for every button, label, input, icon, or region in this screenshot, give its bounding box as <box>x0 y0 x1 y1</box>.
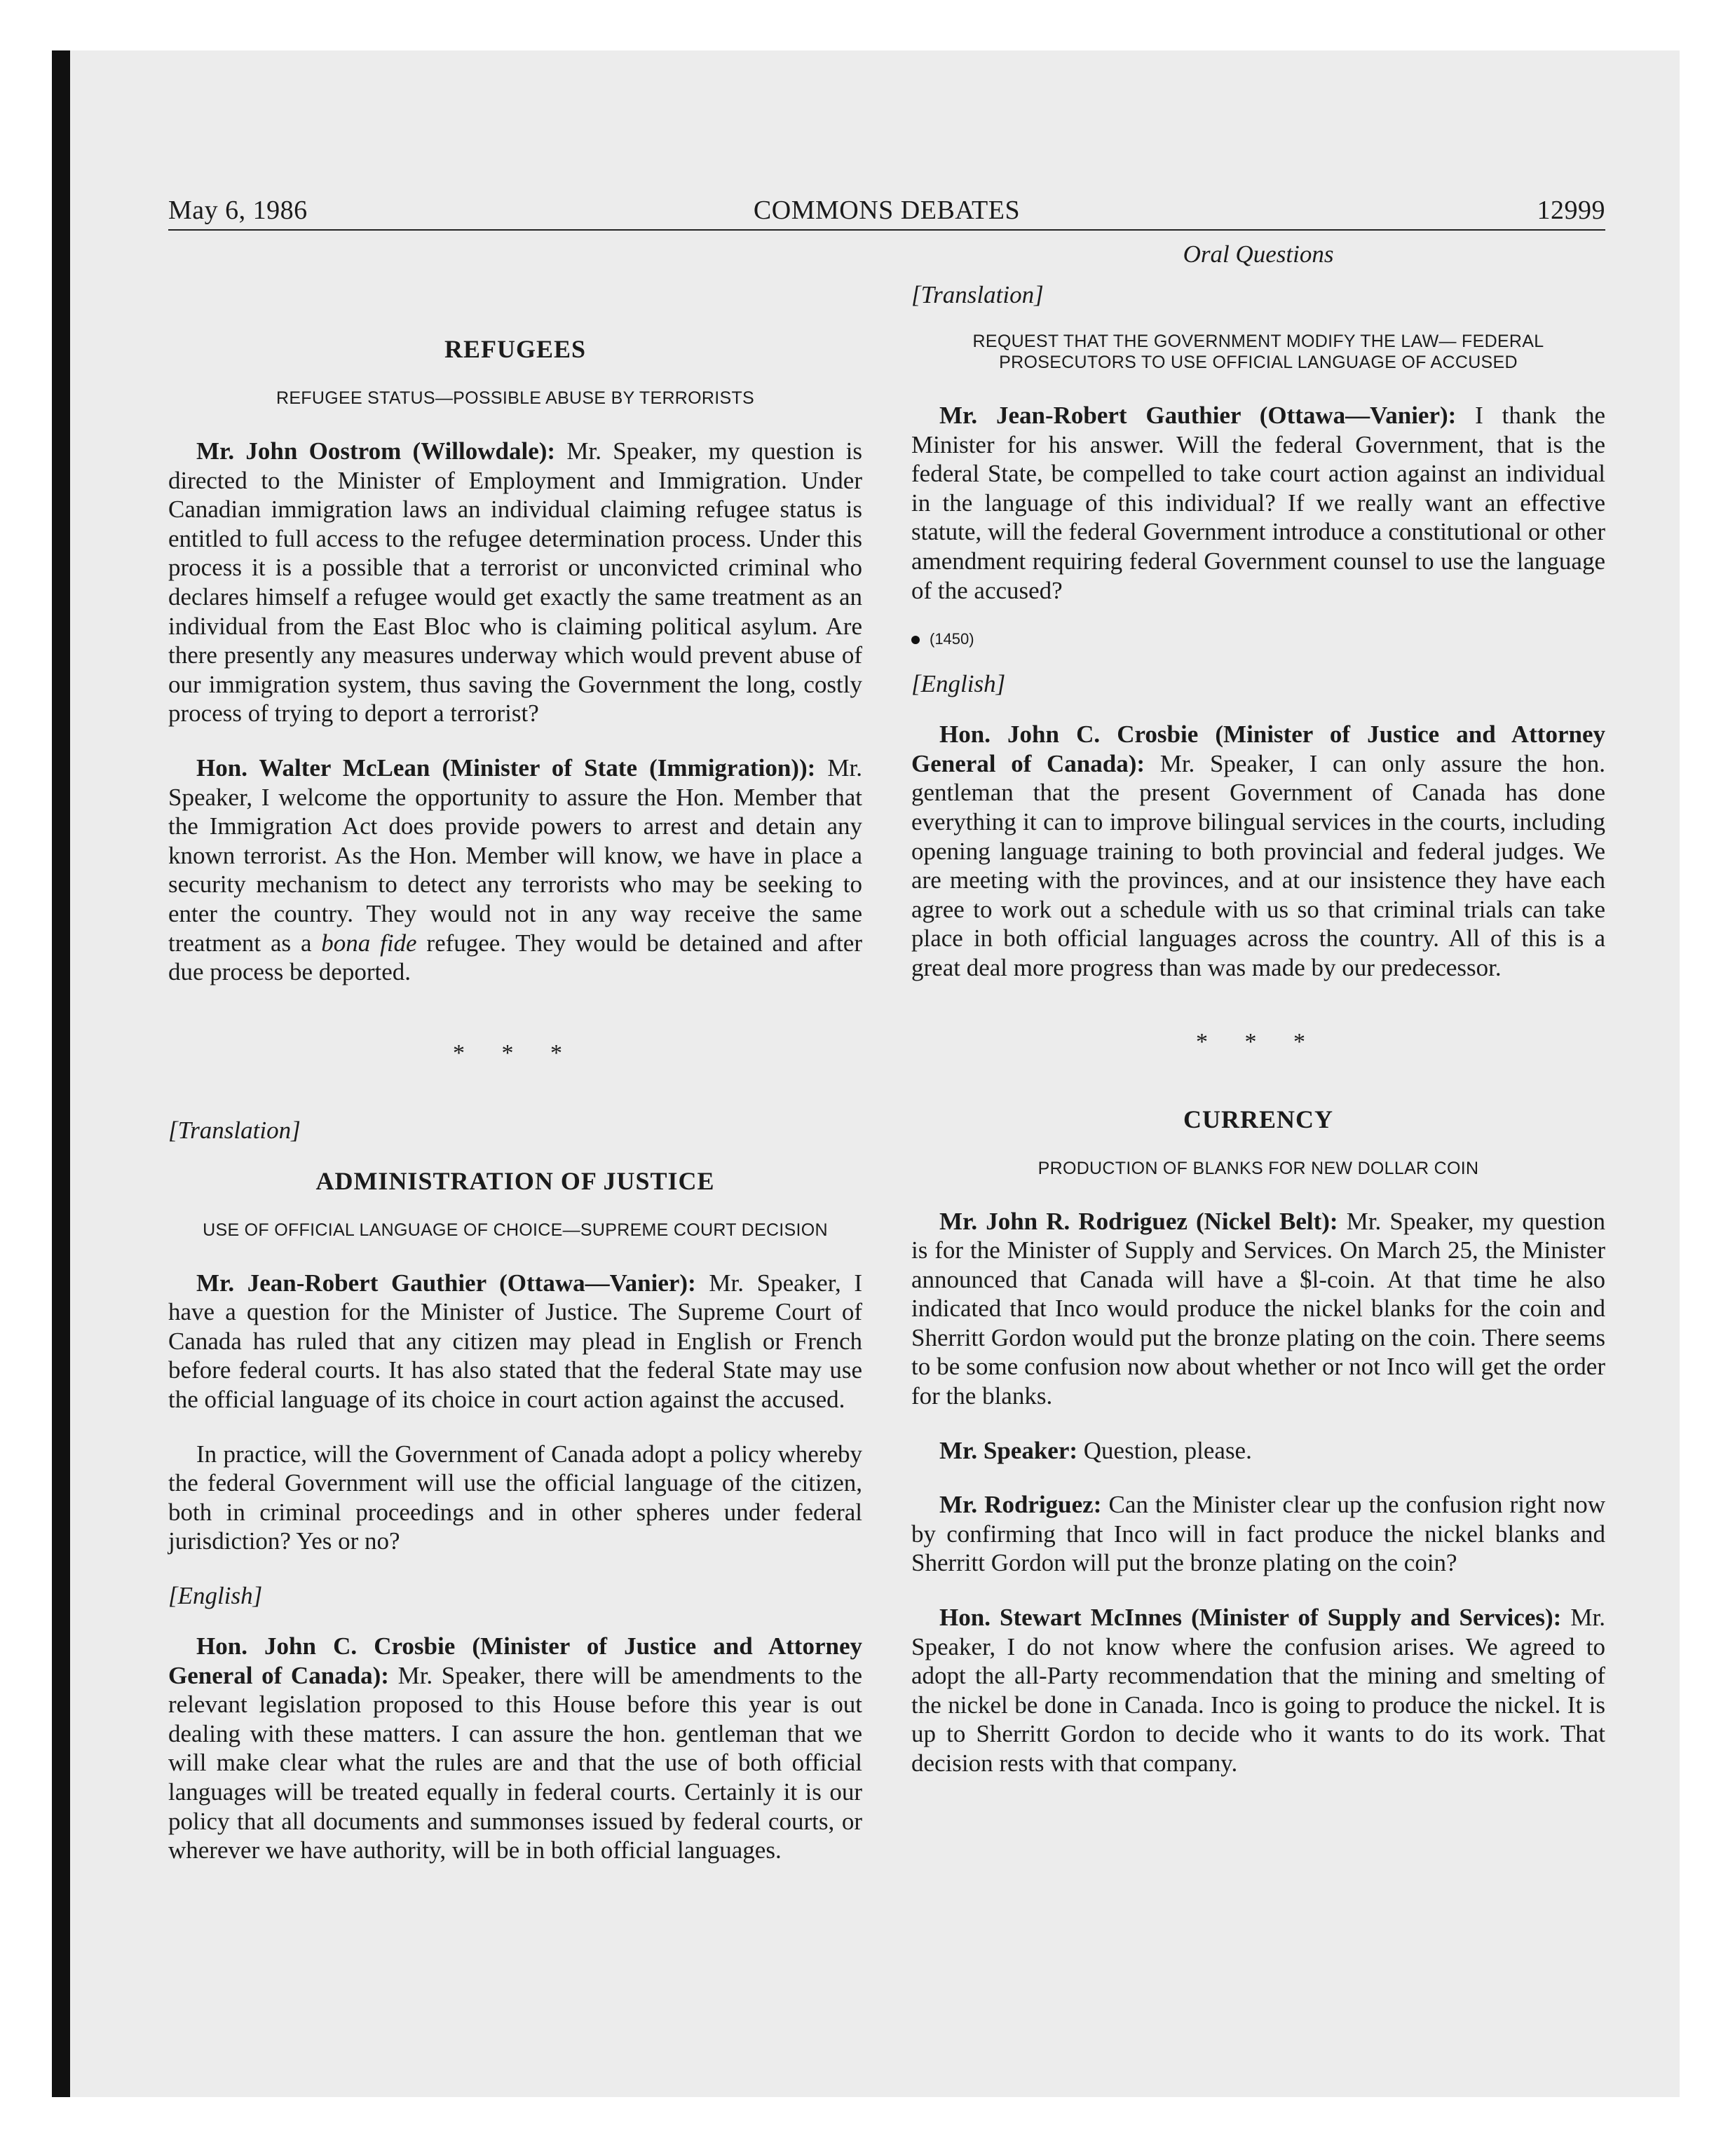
header-page-number: 12999 <box>1537 196 1605 225</box>
header-rule <box>168 229 1605 231</box>
bullet-icon <box>911 636 920 644</box>
paragraph-rodriguez <box>911 1207 1605 1411</box>
language-marker: [Translation] <box>911 281 1044 308</box>
subheading-refugee-status: REFUGEE STATUS—POSSIBLE ABUSE BY TERRORISTS <box>275 388 755 408</box>
paragraph-gauthier <box>168 1269 862 1414</box>
paragraph-mcinnes <box>911 1603 1605 1778</box>
speaker-name: Hon. Walter McLean (Minister of State (Immigration)): <box>196 753 816 782</box>
language-marker: [English] <box>168 1582 263 1610</box>
section-separator: * * * <box>453 1039 578 1066</box>
subheading-official-language: USE OF OFFICIAL LANGUAGE OF CHOICE—SUPREME COURT DECISION <box>203 1220 828 1240</box>
speaker-name: Hon. John C. Crosbie (Minister of Justice and Attorney General of Canada): <box>168 1632 862 1689</box>
page-header <box>168 191 1605 230</box>
speech-text: Mr. Speaker, I have a question for the Minister of Justice. The Supreme Court of Canada has ruled that any citizen may plead in English or French before federal courts. It has also stated that the federal State may use the official language of its choice in court action against the accused. <box>168 1269 862 1414</box>
speaker-name: Mr. John R. Rodriguez (Nickel Belt): <box>939 1207 1338 1235</box>
speech-text: Mr. Speaker, I welcome the opportunity to assure the Hon. Member that the Immigration Act does provide powers to arrest and detain any known terrorist. As the Hon. Member will know, we have in place a security mechanism to detect any terrorists who may be seeking to enter the country. They would not in any way receive the same treatment as a <box>168 753 862 957</box>
section-heading-currency: CURRENCY <box>1183 1105 1333 1133</box>
scanned-page <box>52 50 1680 2097</box>
section-separator: * * * <box>1196 1028 1321 1055</box>
paragraph-rodriguez-2 <box>911 1490 1605 1578</box>
speaker-name: Mr. John Oostrom (Willowdale): <box>196 437 556 465</box>
speaker-name: Mr. Jean-Robert Gauthier (Ottawa—Vanier): <box>939 402 1457 429</box>
speaker-name: Hon. John C. Crosbie (Minister of Justice and Attorney General of Canada): <box>911 721 1605 777</box>
running-head: Oral Questions <box>1183 240 1334 268</box>
header-title: COMMONS DEBATES <box>753 196 1021 225</box>
time-text: (1450) <box>930 630 974 648</box>
speech-text: refugee. They would be detained and after due process be deported. <box>168 929 862 986</box>
header-date: May 6, 1986 <box>168 196 308 225</box>
left-column <box>168 240 862 1890</box>
subheading-modify-law: REQUEST THAT THE GOVERNMENT MODIFY THE LAW— FEDERAL PROSECUTORS TO USE OFFICIAL LANGUAGE OF ACCUSED <box>972 332 1544 372</box>
paragraph-gauthier-2 <box>911 401 1605 605</box>
paragraph-oostrom <box>168 437 862 728</box>
speaker-name: Mr. Rodriguez: <box>939 1491 1102 1519</box>
speech-text: Question, please. <box>1077 1436 1252 1464</box>
speech-text: Can the Minister clear up the confusion right now by confirming that Inco will in fact produce the nickel blanks and Sherritt Gordon will put the bronze plating on the coin? <box>911 1491 1606 1577</box>
section-heading-refugees: REFUGEES <box>444 335 587 363</box>
speaker-name: Hon. Stewart McInnes (Minister of Supply and Services): <box>939 1604 1562 1632</box>
speaker-name: Mr. Jean-Robert Gauthier (Ottawa—Vanier): <box>196 1269 696 1297</box>
speech-text: Mr. Speaker, my question is directed to the Minister of Employment and Immigration. Under Canadian immigration laws an individual claiming refugee status is entitled to full access to the refugee determination process. Under this process it is a possible that a terrorist or unconvicted criminal who declares himself a refugee would get exactly the same treatment as an individual from the East Bloc who is claiming political asylum. Are there presently any measures underway which would prevent abuse of our immigration system, thus saving the Government the long, costly process of trying to deport a terrorist? <box>168 437 862 728</box>
speech-text: Mr. Speaker, my question is for the Minister of Supply and Services. On March 25, the Minister announced that Canada will have a $l-coin. At that time he also indicated that Inco would produce the nickel blanks for the coin and Sherritt Gordon would put the bronze plating on the coin. There seems to be some confusion now about whether or not Inco will get the order for the blanks. <box>911 1207 1605 1410</box>
subheading-dollar-coin: PRODUCTION OF BLANKS FOR NEW DOLLAR COIN <box>1037 1158 1479 1178</box>
time-stamp <box>911 630 1605 648</box>
speech-text: Mr. Speaker, I do not know where the confusion arises. We agreed to adopt the all-Party recommendation that the mining and smelting of the nickel be done in Canada. Inco is going to produce the nickel. It is up to Sherritt Gordon to decide who it wants to do its work. That decision rests with that company. <box>911 1604 1605 1777</box>
italic-phrase: bona fide <box>321 929 417 957</box>
paragraph-gauthier-cont: In practice, will the Government of Canada adopt a policy whereby the federal Government will use the official language of the citizen, both in criminal proceedings and in other spheres under federal jurisdiction? Yes or no? <box>168 1440 862 1555</box>
scan-edge-bar <box>52 50 70 2097</box>
paragraph-crosbie-2 <box>911 720 1605 982</box>
paragraph-mclean <box>168 753 862 987</box>
right-column <box>911 240 1605 1803</box>
language-marker: [Translation] <box>168 1116 301 1144</box>
paragraph-speaker <box>911 1436 1605 1466</box>
language-marker: [English] <box>911 670 1006 698</box>
speaker-name: Mr. Speaker: <box>939 1436 1078 1464</box>
page-content <box>168 50 1659 2097</box>
paragraph-crosbie <box>168 1632 862 1865</box>
speech-text: Mr. Speaker, I can only assure the hon. gentleman that the present Government of Canada has done everything it can to improve bilingual services in the courts, including opening language training to both provincial and federal judges. We are meeting with the provinces, and at our insistence they have each agree to work out a schedule with us so that criminal trials can take place in both official languages across the country. All of this is a great deal more progress than was made by our predecessor. <box>911 749 1605 981</box>
speech-text: I thank the Minister for his answer. Will the federal Government, that is the federal State, be compelled to take court action against an individual in the language of this individual? If we really want an effective statute, will the federal Government introduce a constitutional or other amendment requiring federal Government counsel to use the language of the accused? <box>911 402 1605 604</box>
section-heading-justice: ADMINISTRATION OF JUSTICE <box>315 1166 715 1195</box>
speech-text: Mr. Speaker, there will be amendments to the relevant legislation proposed to this House before this year is out dealing with these matters. I can assure the hon. gentleman that we will make clear what the rules are and that the use of both official languages will be treated equally in federal courts. Certainly it is our policy that all documents and summonses issued by federal courts, or wherever we have authority, will be in both official languages. <box>168 1661 862 1864</box>
